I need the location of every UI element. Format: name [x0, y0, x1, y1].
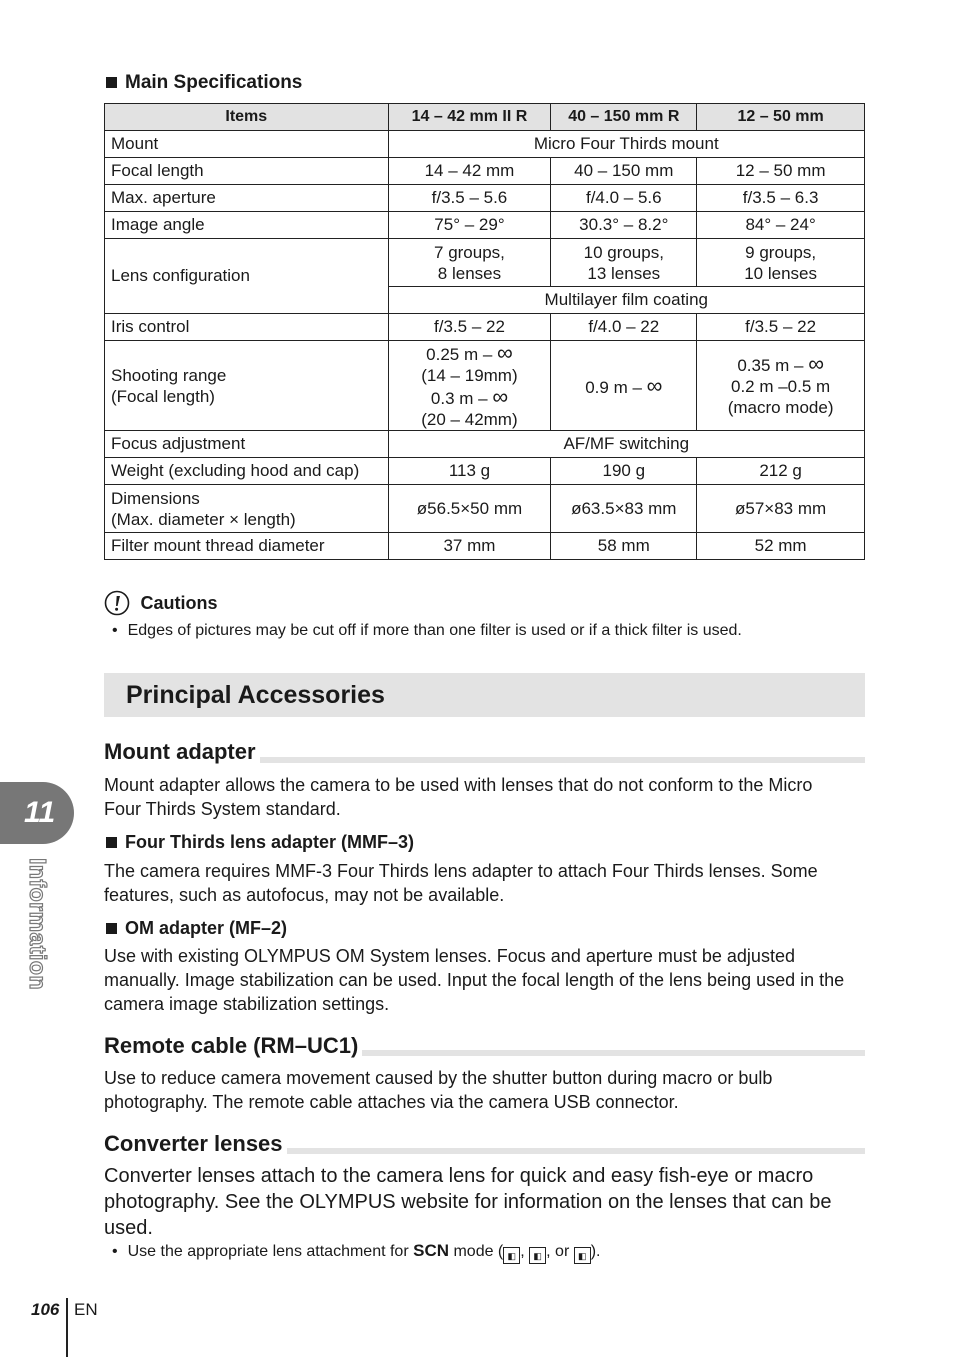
cell: Micro Four Thirds mount [388, 131, 864, 158]
table-row [105, 458, 865, 485]
row-label: Focus adjustment [105, 431, 389, 458]
cell: 7 groups, 8 lenses [388, 239, 551, 287]
scn-mode-label: SCN [413, 1241, 450, 1260]
footer-divider [66, 1298, 68, 1357]
table-row [105, 341, 865, 431]
cell: ø57×83 mm [697, 485, 865, 533]
infinity-symbol: ∞ [497, 339, 513, 365]
table-row [105, 131, 865, 158]
section-title: Principal Accessories [126, 681, 385, 709]
table-header-row [105, 104, 865, 131]
wide-mode-icon: ◧ [529, 1247, 546, 1264]
cell: 75° – 29° [388, 212, 551, 239]
four-thirds-text: The camera requires MMF-3 Four Thirds lens adapter to attach Four Thirds lenses. Some features, such as autofocus, may not be available. [104, 861, 818, 905]
cell: 58 mm [551, 533, 697, 560]
chapter-tab [0, 782, 74, 844]
row-label: Lens configuration [105, 239, 389, 314]
infinity-symbol: ∞ [808, 351, 824, 376]
section-header-bar [104, 673, 865, 717]
row-label: Shooting range (Focal length) [105, 341, 389, 431]
row-label: Max. aperture [105, 185, 389, 212]
col-header: 14 – 42 mm II R [388, 104, 551, 131]
cell: 190 g [551, 458, 697, 485]
specs-heading: Main Specifications [106, 72, 302, 94]
caution-icon [104, 590, 130, 616]
table-row [105, 533, 865, 560]
col-header: Items [105, 104, 389, 131]
cell: Multilayer film coating [388, 287, 864, 314]
col-header: 40 – 150 mm R [551, 104, 697, 131]
converter-lenses-text: Converter lenses attach to the camera lens for quick and easy fish-eye or macro photography. See the OLYMPUS website for information on the lenses that can be used. [104, 1165, 832, 1239]
om-adapter-text: Use with existing OLYMPUS OM System lenses. Focus and aperture must be adjusted manually. Image stabilization can be used. Input the focal length of the lens being used in the camera image stabilization settings. [104, 946, 845, 1014]
cell: 0.25 m – ∞ (14 – 19mm) 0.3 m – ∞ (20 – 42mm) [388, 341, 551, 431]
fisheye-mode-icon: ◧ [503, 1247, 520, 1264]
chapter-side-label: Information [25, 858, 51, 990]
chapter-number: 11 [24, 796, 56, 829]
cell: 0.35 m – ∞ 0.2 m –0.5 m (macro mode) [697, 341, 865, 431]
cell: 212 g [697, 458, 865, 485]
cautions-block [104, 590, 217, 616]
remote-cable-title: Remote cable (RM–UC1) [104, 1033, 362, 1059]
cell: f/3.5 – 22 [388, 314, 551, 341]
row-label: Iris control [105, 314, 389, 341]
cautions-bullet: • Edges of pictures may be cut off if more than one filter is used or if a thick filter is used. [112, 622, 742, 639]
mount-adapter-title: Mount adapter [104, 739, 260, 765]
cell: 14 – 42 mm [388, 158, 551, 185]
square-bullet-icon [106, 77, 117, 88]
om-adapter-heading: OM adapter (MF–2) [106, 918, 287, 939]
row-label: Image angle [105, 212, 389, 239]
cell: ø63.5×83 mm [551, 485, 697, 533]
four-thirds-heading: Four Thirds lens adapter (MMF–3) [106, 832, 414, 853]
cell: f/3.5 – 5.6 [388, 185, 551, 212]
cell: 9 groups, 10 lenses [697, 239, 865, 287]
language-label: EN [74, 1300, 98, 1319]
cell: 37 mm [388, 533, 551, 560]
row-label: Weight (excluding hood and cap) [105, 458, 389, 485]
cautions-title: Cautions [140, 592, 218, 613]
cell: 52 mm [697, 533, 865, 560]
page-number: 106 [31, 1300, 60, 1319]
table-row [105, 212, 865, 239]
row-label: Mount [105, 131, 389, 158]
macro-mode-icon: ◧ [574, 1247, 591, 1264]
cell: AF/MF switching [388, 431, 864, 458]
cell: ø56.5×50 mm [388, 485, 551, 533]
row-label: Filter mount thread diameter [105, 533, 389, 560]
row-label: Focal length [105, 158, 389, 185]
table-row [105, 314, 865, 341]
cell: f/3.5 – 6.3 [697, 185, 865, 212]
spec-table [104, 103, 865, 560]
cell: 12 – 50 mm [697, 158, 865, 185]
infinity-symbol: ∞ [492, 383, 509, 409]
converter-bullet: • Use the appropriate lens attachment for SCN mode ( ◧ , ◧ , or ◧ ). [112, 1241, 601, 1264]
cell: f/3.5 – 22 [697, 314, 865, 341]
table-row [105, 239, 865, 287]
infinity-symbol: ∞ [646, 372, 663, 398]
cell: 40 – 150 mm [551, 158, 697, 185]
mount-adapter-text: Mount adapter allows the camera to be used with lenses that do not conform to the Micro Four Thirds System standard. [104, 775, 813, 819]
square-bullet-icon [106, 837, 117, 848]
cell: 10 groups, 13 lenses [551, 239, 697, 287]
table-row [105, 485, 865, 533]
row-label: Dimensions (Max. diameter × length) [105, 485, 389, 533]
square-bullet-icon [106, 923, 117, 934]
remote-cable-text: Use to reduce camera movement caused by the shutter button during macro or bulb photography. The remote cable attaches via the camera USB connector. [104, 1068, 773, 1112]
converter-lenses-title: Converter lenses [104, 1131, 287, 1157]
table-row [105, 185, 865, 212]
table-row [105, 158, 865, 185]
cell: 0.9 m – ∞ [551, 341, 697, 431]
cell: f/4.0 – 5.6 [551, 185, 697, 212]
cell: f/4.0 – 22 [551, 314, 697, 341]
table-row [105, 431, 865, 458]
cell: 113 g [388, 458, 551, 485]
cell: 84° – 24° [697, 212, 865, 239]
col-header: 12 – 50 mm [697, 104, 865, 131]
cell: 30.3° – 8.2° [551, 212, 697, 239]
